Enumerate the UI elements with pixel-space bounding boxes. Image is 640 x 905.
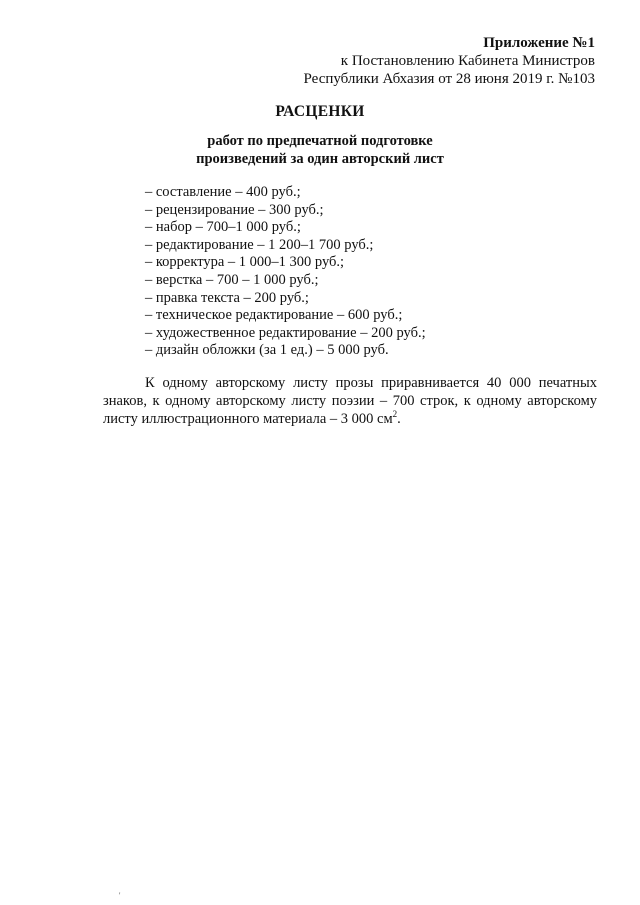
price-item: – набор – 700–1 000 руб.; xyxy=(145,219,301,236)
appendix-header xyxy=(304,34,595,88)
price-item: – редактирование – 1 200–1 700 руб.; xyxy=(145,236,374,253)
appendix-reference-line-2: Республики Абхазия от 28 июня 2019 г. №103 xyxy=(303,71,595,87)
document-subtitle-line-2: произведений за один авторский лист xyxy=(196,151,444,167)
price-item: – дизайн обложки (за 1 ед.) – 5 000 руб. xyxy=(145,342,389,359)
price-item: – верстка – 700 – 1 000 руб.; xyxy=(145,271,319,288)
author-sheet-definition xyxy=(103,374,597,428)
price-item: – техническое редактирование – 600 руб.; xyxy=(145,307,403,324)
document-subtitle-line-1: работ по предпечатной подготовке xyxy=(207,133,433,149)
page-bottom-mark: ' xyxy=(119,891,121,900)
document-title: РАСЦЕНКИ xyxy=(275,103,365,120)
price-item: – корректура – 1 000–1 300 руб.; xyxy=(145,254,345,271)
square-unit-superscript: 2 xyxy=(392,408,398,419)
price-item: – правка текста – 200 руб.; xyxy=(145,289,309,306)
price-item: – художественное редактирование – 200 руб.; xyxy=(145,324,426,341)
appendix-reference-line-1: к Постановлению Кабинета Министров xyxy=(340,53,595,69)
appendix-title: Приложение №1 xyxy=(483,35,595,51)
price-list xyxy=(145,184,426,360)
price-item: – рецензирование – 300 руб.; xyxy=(145,201,324,218)
document-subtitle xyxy=(0,132,640,168)
price-item: – составление – 400 руб.; xyxy=(145,184,301,200)
paragraph-end: . xyxy=(397,410,401,427)
author-sheet-definition-text: К одному авторскому листу прозы приравнивается 40 000 печатных знаков, к одному авторскому листу поэзии – 700 строк, к одному авторскому листу иллюстрационного материала – 3 000 см xyxy=(103,374,597,427)
